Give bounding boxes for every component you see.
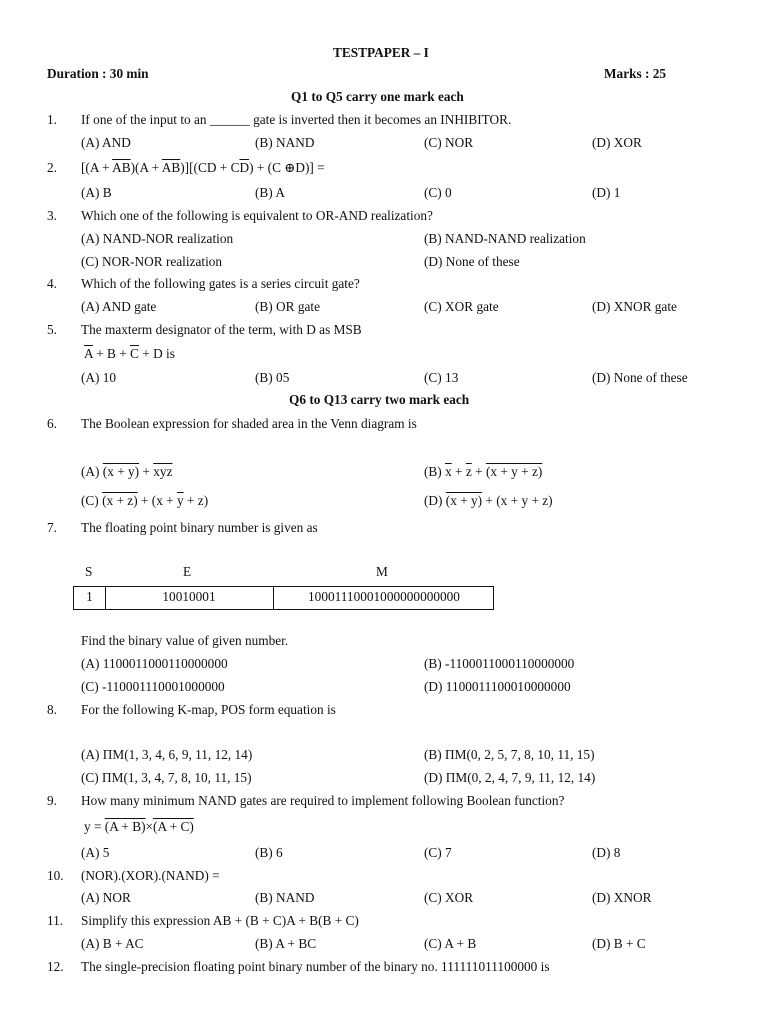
option-b: (B) A [255,185,285,200]
option-d: (D) XNOR gate [592,299,677,314]
option-d: (D) (x + y) + (x + y + z) [424,493,553,508]
question-number: 2. [47,160,57,175]
option-b: (B) NAND [255,890,315,905]
question-number: 3. [47,208,57,223]
option-b: (B) ΠM(0, 2, 5, 7, 8, 10, 11, 15) [424,747,595,762]
sign-label: S [85,564,93,579]
question-text: (NOR).(XOR).(NAND) = [81,868,220,883]
option-d: (D) B + C [592,936,646,951]
page-title: TESTPAPER – I [333,45,429,60]
section-heading-1: Q1 to Q5 carry one mark each [291,89,464,104]
option-b: (B) 05 [255,370,290,385]
question-text: Which of the following gates is a series circuit gate? [81,276,360,291]
mantissa-label: M [376,564,388,579]
duration: Duration : 30 min [47,66,149,81]
question-number: 10. [47,868,64,883]
option-b: (B) NAND [255,135,315,150]
question-number: 12. [47,959,64,974]
option-c: (C) ΠM(1, 3, 4, 7, 8, 10, 11, 15) [81,770,252,785]
question-number: 4. [47,276,57,291]
option-a: (A) 5 [81,845,110,860]
option-c: (C) 0 [424,185,452,200]
option-a: (A) $(x + y) + \overline{xyz}$ [81,464,173,479]
option-c: (C) NOR [424,135,474,150]
exponent-cell: 10010001 [105,587,274,609]
option-b: (B) $\overline{x} + \overline{z} + (x + y + z)$ [424,464,543,479]
option-a: (A) 1100011000110000000 [81,656,228,671]
question-number: 1. [47,112,57,127]
option-b: (B) A + BC [255,936,317,951]
option-c: (C) NOR-NOR realization [81,254,223,269]
exponent-label: E [183,564,192,579]
question-number: 5. [47,322,57,337]
question-number: 8. [47,702,57,717]
option-d: (D) 1 [592,185,621,200]
option-b: (B) OR gate [255,299,320,314]
option-d: (D) 1100011100010000000 [424,679,571,694]
option-d: (D) None of these [592,370,688,385]
option-a: (A) NOR [81,890,131,905]
option-c: (C) $(x + z) + (x + \overline{y} + z)$ [81,493,209,508]
floating-point-table [73,586,494,610]
boolean-expression: $[(A + \overline{AB})(A + \overline{AB})][(CD + C\overline{D}) + (C$ ⊕D)] = [81,160,325,175]
question-text: The single-precision floating point binary number of the binary no. 111111011100000 is [81,959,550,974]
option-c: (C) 13 [424,370,459,385]
option-a: (A) AND [81,135,131,150]
total-marks: Marks : 25 [604,66,667,81]
option-c: (C) -110001110001000000 [81,679,225,694]
question-number: 11. [47,913,64,928]
question-text: For the following K-map, POS form equation is [81,702,336,717]
option-a: (A) B [81,185,112,200]
option-c: (C) A + B [424,936,477,951]
option-b: (B) 6 [255,845,283,860]
option-c: (C) 7 [424,845,452,860]
boolean-expression: y = (A + B)×(A + C) [84,819,194,834]
question-subtext: Find the binary value of given number. [81,633,289,648]
option-c: (C) XOR [424,890,474,905]
option-a: (A) AND gate [81,299,157,314]
question-text: If one of the input to an ______ gate is inverted then it becomes an INHIBITOR. [81,112,512,127]
question-text: Which one of the following is equivalent to OR-AND realization? [81,208,433,223]
option-a: (A) NAND-NOR realization [81,231,234,246]
option-d: (D) 8 [592,845,621,860]
question-text: The floating point binary number is given as [81,520,318,535]
option-a: (A) 10 [81,370,117,385]
option-d: (D) XNOR [592,890,652,905]
question-number: 6. [47,416,57,431]
option-b: (B) -1100011000110000000 [424,656,575,671]
option-d: (D) XOR [592,135,642,150]
question-number: 9. [47,793,57,808]
option-c: (C) XOR gate [424,299,499,314]
option-b: (B) NAND-NAND realization [424,231,586,246]
option-d: (D) ΠM(0, 2, 4, 7, 9, 11, 12, 14) [424,770,596,785]
mantissa-cell: 10001110001000000000000 [308,589,460,604]
option-a: (A) B + AC [81,936,144,951]
question-text: Simplify this expression AB + (B + C)A + B(B + C) [81,913,359,928]
section-heading-2: Q6 to Q13 carry two mark each [289,392,470,407]
question-number: 7. [47,520,57,535]
boolean-expression: $\overline{A} + B + \overline{C} + D$ is [84,346,175,361]
option-d: (D) None of these [424,254,520,269]
question-text: The maxterm designator of the term, with D as MSB [81,322,362,337]
sign-cell: 1 [74,587,106,609]
question-text: How many minimum NAND gates are required to implement following Boolean function? [81,793,565,808]
question-text: The Boolean expression for shaded area in the Venn diagram is [81,416,417,431]
option-a: (A) ΠM(1, 3, 4, 6, 9, 11, 12, 14) [81,747,253,762]
